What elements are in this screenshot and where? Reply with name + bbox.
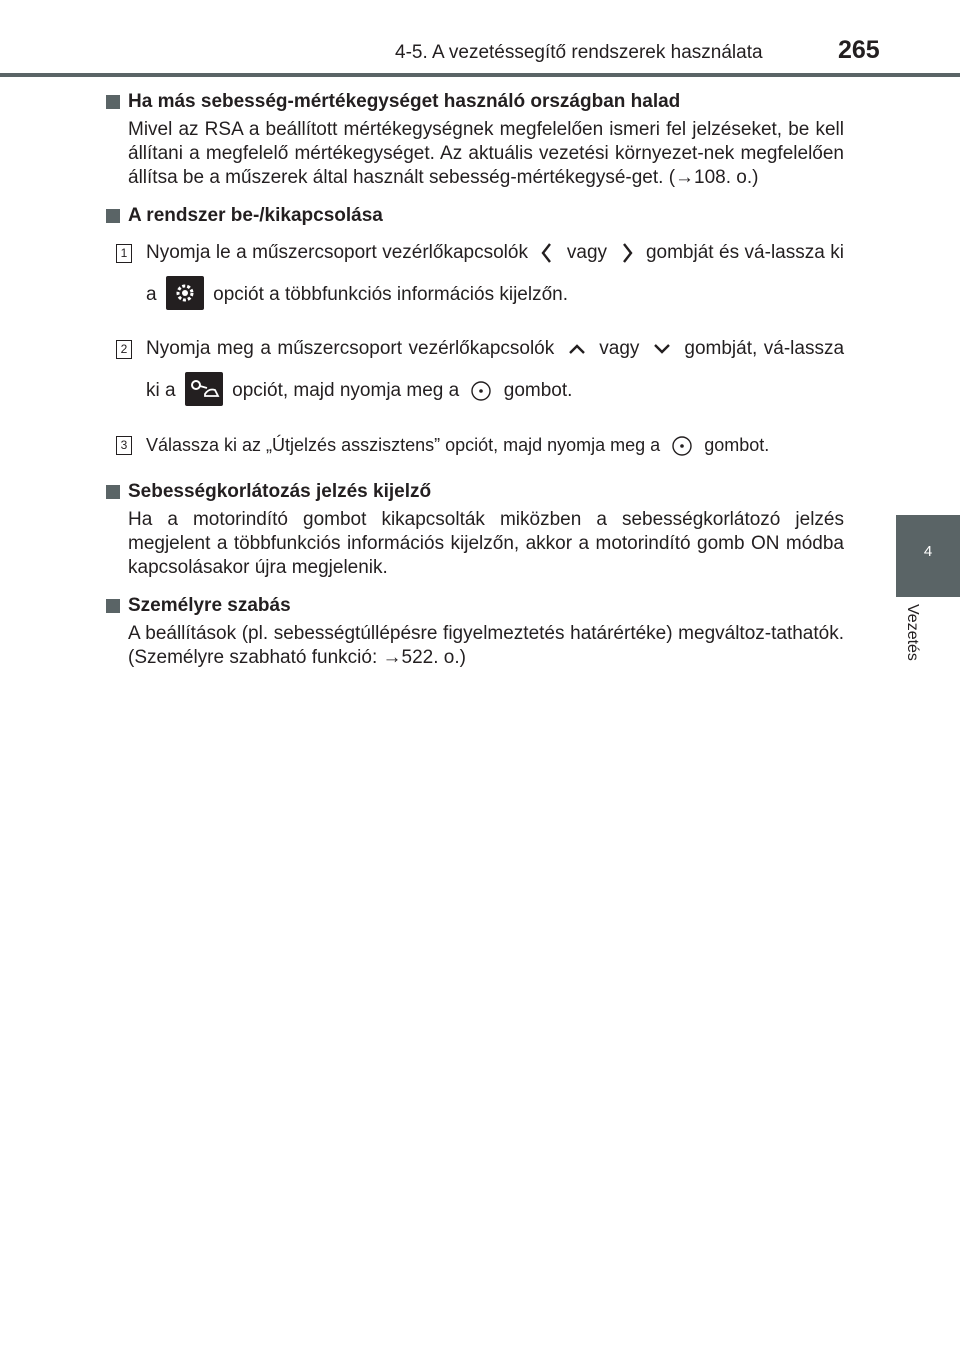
section-body: Mivel az RSA a beállított mértékegységnek megfelelően ismeri fel jelzéseket, be kell állítani a megfelelő mértékegységet. Az aktuális vezetési környezet-nek megfelelően állítsa be a műszerek által használt sebesség-mértékegysé-get. (→108. o.) [128,119,844,188]
ok-button-icon [671,435,693,457]
step-1: 1 Nyomja le a műszercsoport vezérlőkapcsolók vagy gombját és vá-lassza ki a opciót a többfunkciós információs kijelzőn. [106,232,844,316]
section-speed-sign-display [106,480,844,580]
bullet-square-icon [106,599,120,613]
chevron-right-icon [619,241,635,265]
chevron-down-icon [652,341,672,357]
ok-button-icon [470,380,492,402]
chapter-tab [896,515,960,597]
step-number: 3 [116,436,132,455]
section-body: A beállítások (pl. sebességtúllépésre figyelmeztetés határértéke) megváltoz-tathatók. (Személyre szabható funkció: →522. o.) [128,623,844,668]
section-unit-country [106,90,844,190]
chapter-tab-label-text: Vezetés [904,604,921,661]
section-heading: A rendszer be-/kikapcsolása [106,204,844,228]
page-number: 265 [838,36,880,64]
chapter-title: 4-5. A vezetéssegítő rendszerek használata [395,42,763,63]
chevron-up-icon [567,341,587,357]
step-2: 2 Nyomja meg a műszercsoport vezérlőkapcsolók vagy gombját, vá-lassza ki a opciót, majd nyomja meg a gombot. [106,328,844,412]
gear-icon [166,276,204,310]
step-number: 2 [116,340,132,359]
section-body: Ha a motorindító gombot kikapcsolták miközben a sebességkorlátozó jelzés megjelent a többfunkciós információs kijelzőn, akkor a motorindító gomb ON módba kapcsolásakor újra megjelenik. [128,509,844,578]
driving-assist-icon [185,372,223,406]
section-system-onoff [106,204,844,466]
section-heading: Sebességkorlátozás jelzés kijelző [106,480,844,504]
step-number: 1 [116,244,132,263]
chevron-left-icon [539,241,555,265]
bullet-square-icon [106,95,120,109]
step-3: 3 Válassza ki az „Útjelzés asszisztens” opciót, majd nyomja meg a gombot. [106,424,844,466]
bullet-square-icon [106,485,120,499]
section-heading: Ha más sebesség-mértékegységet használó országban halad [106,90,844,114]
section-customization [106,594,844,670]
bullet-square-icon [106,209,120,223]
page-content [106,90,844,684]
section-heading: Személyre szabás [106,594,844,618]
header-rule [0,73,960,77]
chapter-tab-number: 4 [923,543,933,560]
page-header [0,0,960,80]
chapter-tab-label [902,604,924,684]
